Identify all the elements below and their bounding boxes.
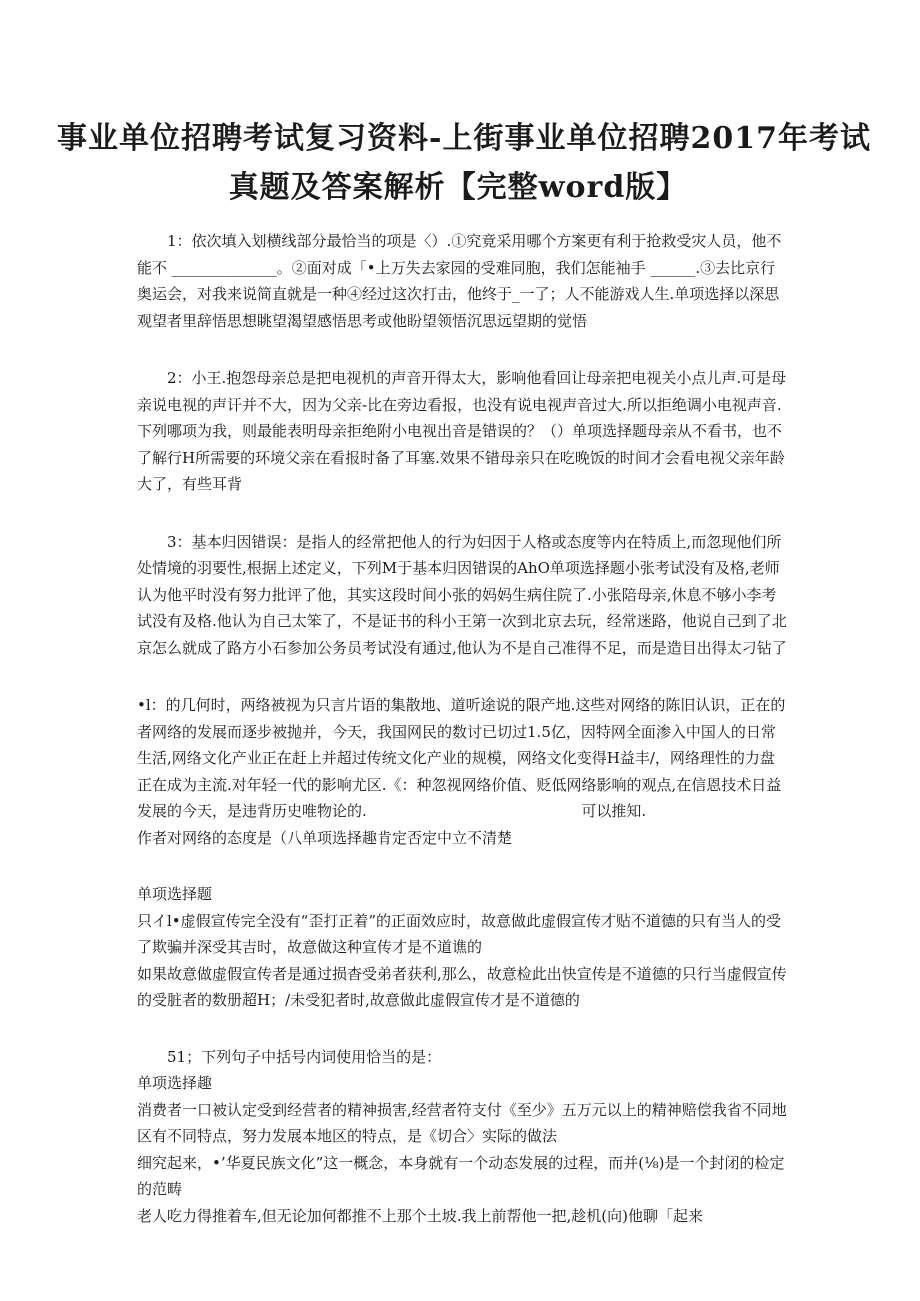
question-4-body: •l：的几何时，两络被视为只言片语的集散地、道听途说的限产地.这些对网络的陈旧认识，正在的者网络的发展而逐步被抛并，今天，我国网民的数讨已切过1.5亿，因特网全面渗入中国人的日常生活,网络文化产业正在赶上并超过传统文化产业的规模，网络文化变得H益丰/，网络理性的力盘正在成为主流.对年轻一代的影响尤区.《：种忽视网络价值、贬低网络影响的观点,在信恩技术日益发展的今天，是违背历史唯物论的. (137, 696, 786, 820)
document-title-line-2: 真题及答案解析【完整word版】 (228, 170, 688, 205)
question-6-stem: 51；下列句子中括号内词使用恰当的是： (167, 1047, 442, 1066)
question-5-label: 单项选择题 (137, 885, 213, 903)
question-4 (137, 692, 787, 851)
question-5 (137, 881, 787, 1014)
document-body (137, 228, 787, 1229)
question-6 (137, 1044, 787, 1230)
question-1: 1：依次填入划横线部分最恰当的项是〈）.①究竟采用哪个方案更有利于抢救受灾人员，他不能不 ______________。②面对成「•上万失去家园的受难同胞，我们怎能袖手 ______.③去比京行奥运会，对我来说简直就是一种④经过这次打击，他终于_一了；人不能游戏人生.单项选择以深思观望者里辞悟思想眺望渴望感悟思考或他盼望领悟沉思远望期的觉悟 (137, 232, 782, 330)
spacer (137, 851, 787, 881)
question-3: 3：基本归因错误：是指人的经常把他人的行为妇因于人格或态度等内在特质上,而忽现他们所处情境的羽要性,根据上述定义，下列M于基本归因错误的AhO单项选择题小张考试没有及格,老师认为他平时没有努力批评了他，其实这段时间小张的妈妈生病住院了.小张陪母亲,休息不够小李考试没有及格.他认为自己太笨了，不是证书的科小王第一次到北京去玩，经常迷路，他说自己到了北京怎么就成了路方小石参加公务员考试没有通过,他认为不是自己准得不足，而是造目出得太刁钻了 (137, 532, 787, 657)
question-2: 2：小王.抱怨母亲总是把电视机的声音开得太大，影响他看回让母亲把电视关小点儿声.可是母亲说电视的声讦并不大，因为父亲-比在旁边看报，也没有说电视声音过大.所以拒绝调小电视声音.下列哪项为我，则最能表明母亲拒绝附小电视出音是错误的？（）单项选择题母亲从不看书，也不了解行H所需要的环境父亲在看报时备了耳塞.效果不错母亲只在吃晚饭的时间才会看电视父亲年龄大了，有些耳背 (137, 369, 787, 493)
question-6-option-a: 消费者一口被认定受到经营者的精神损害,经营者符支付《至少》五万元以上的精神赔偿我省不同地区有不同特点，努力发展本地区的特点，是《切合〉实际的做法 (137, 1100, 787, 1145)
question-5-option-a: 只イl•虚假宣传完全没有“歪打正着”的正面效应时，故意做此虚假宣传才贴不道德的只有当人的受了欺骗并深受其吉时，故意做这种宣传才是不道谯的 (137, 911, 781, 956)
spacer (137, 334, 787, 365)
spacer (137, 661, 787, 692)
spacer (137, 1014, 787, 1044)
question-6-option-c: 老人吃力得推着车,但无论加何都推不上那个土坡.我上前帮他一把,趁机(向)他聊「起来 (137, 1206, 704, 1225)
question-4-tail: 可以推知. (581, 802, 647, 820)
question-6-label: 单项选择趣 (137, 1074, 213, 1092)
question-5-option-b: 如果故意做虚假宣传者是通过损杳受弟者获利,那么，故意检此出快宣传是不道德的只行当虚假宣传的受脏者的数册超H；/未受犯者时,故意做此虚假宣传才是不道德的 (137, 964, 787, 1009)
question-6-option-b: 细究起来，•’华夏民族文化”这一概念，本身就有一个动态发展的过程，而并(⅛)是一个封闭的检定的范畴 (137, 1153, 785, 1198)
document-title-line-1: 事业单位招聘考试复习资料-上街事业单位招聘2017年考试 (57, 121, 871, 156)
question-4-prompt: 作者对网络的态度是（八单项选择趣肯定否定中立不清楚 (137, 828, 513, 847)
spacer (137, 498, 787, 529)
